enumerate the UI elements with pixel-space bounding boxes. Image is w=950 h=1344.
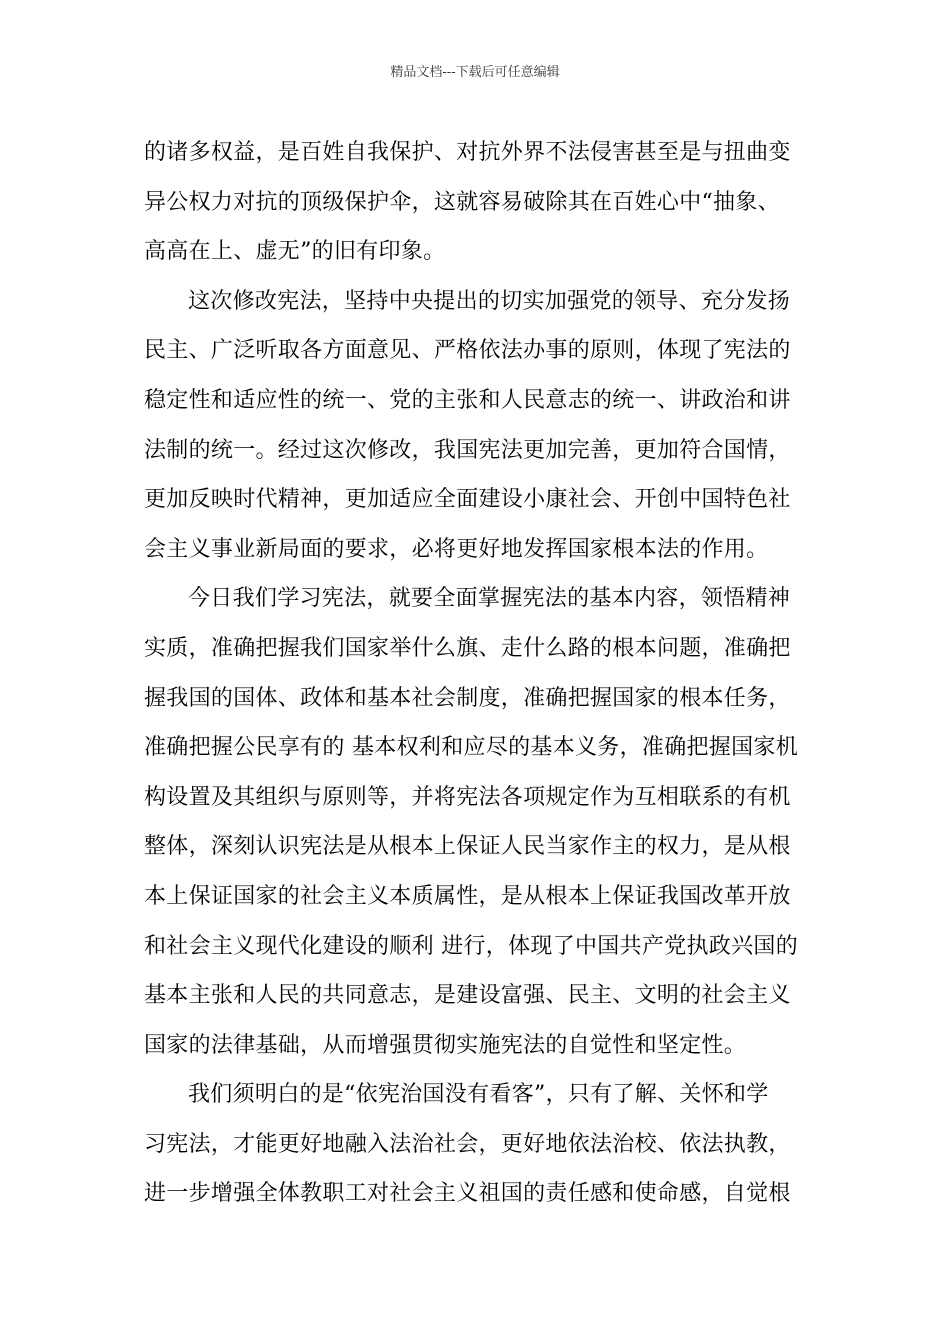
text-line: 更加反映时代精神，更加适应全面建设小康社会、开创中国特色社 [144, 487, 791, 513]
text-line: 本上保证国家的社会主义本质属性，是从根本上保证我国改革开放 [144, 883, 791, 909]
text-line: 的诸多权益，是百姓自我保护、对抗外界不法侵害甚至是与扭曲变 [144, 140, 791, 165]
text-line: 民主、广泛听取各方面意见、严格依法办事的原则，体现了宪法的 [144, 338, 791, 364]
text-line: 高高在上、虚无”的旧有印象。 [144, 239, 446, 265]
text-line: 准确把握公民享有的 基本权利和应尽的基本义务，准确把握国家机 [144, 735, 798, 761]
text-line: 构设置及其组织与原则等，并将宪法各项规定作为互相联系的有机 [144, 784, 791, 810]
paragraph-first-line: 这次修改宪法，坚持中央提出的切实加强党的领导、充分发扬 [188, 288, 791, 314]
text-line: 国家的法律基础，从而增强贯彻实施宪法的自觉性和坚定性。 [144, 1032, 747, 1058]
text-line: 握我国的国体、政体和基本社会制度，准确把握国家的根本任务， [144, 685, 791, 711]
text-line: 基本主张和人民的共同意志，是建设富强、民主、文明的社会主义 [144, 983, 791, 1009]
text-line: 实质，准确把握我们国家举什么旗、走什么路的根本问题，准确把 [144, 635, 791, 661]
text-line: 异公权力对抗的顶级保护伞，这就容易破除其在百姓心中“抽象、 [144, 189, 780, 215]
text-line: 法制的统一。经过这次修改，我国宪法更加完善，更加符合国情， [144, 437, 791, 463]
document-body [144, 128, 812, 1219]
page-header: 精品文档---下载后可任意编辑 [390, 65, 560, 80]
paragraph-first-line: 今日我们学习宪法，就要全面掌握宪法的基本内容，领悟精神 [188, 586, 791, 612]
text-line: 习宪法，才能更好地融入法治社会，更好地依法治校、依法执教， [144, 1131, 791, 1157]
text-line: 和社会主义现代化建设的顺利 进行，体现了中国共产党执政兴国的 [144, 933, 798, 959]
text-line: 稳定性和适应性的统一、党的主张和人民意志的统一、讲政治和讲 [144, 387, 791, 413]
paragraph-first-line: 我们须明白的是“依宪治国没有看客”，只有了解、关怀和学 [188, 1082, 769, 1108]
text-line: 整体，深刻认识宪法是从根本上保证人民当家作主的权力，是从根 [144, 834, 791, 860]
text-line: 会主义事业新局面的要求，必将更好地发挥国家根本法的作用。 [144, 536, 769, 562]
text-line: 进一步增强全体教职工对社会主义祖国的责任感和使命感，自觉根 [144, 1181, 791, 1207]
